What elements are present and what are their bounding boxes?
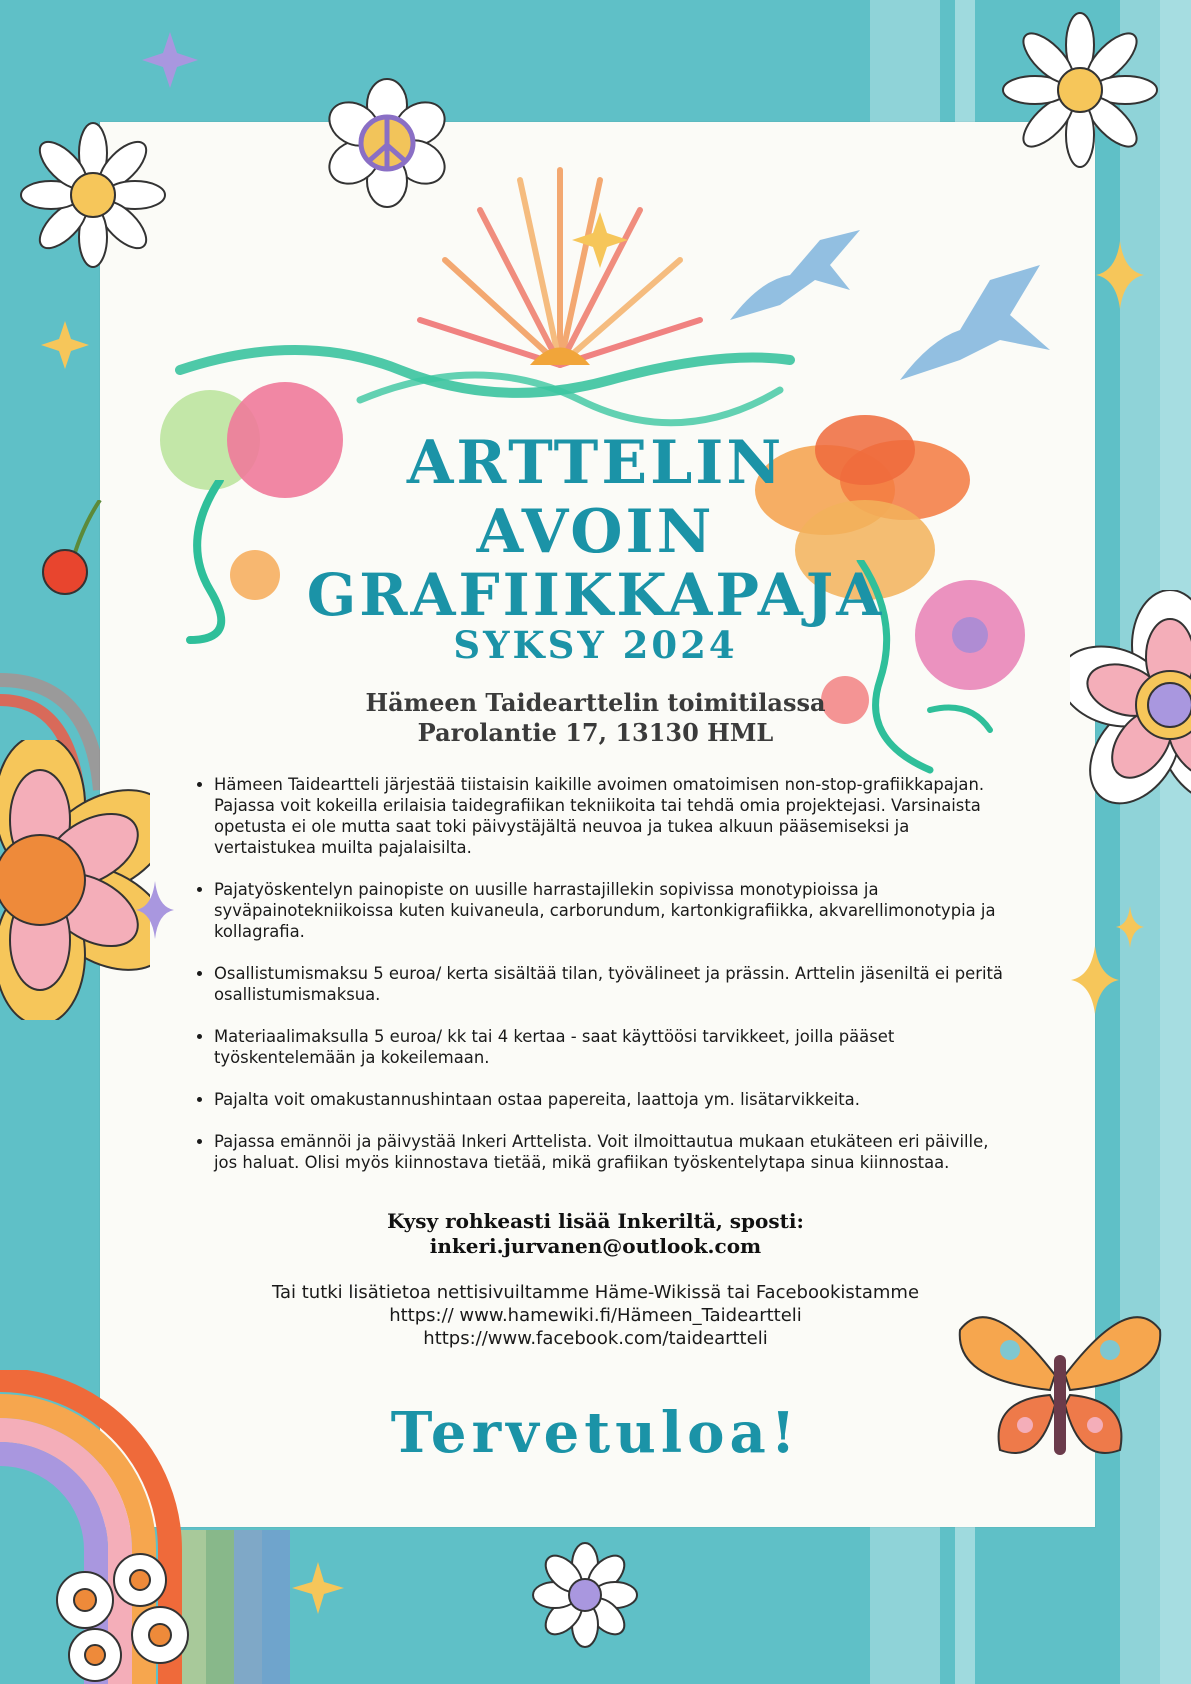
welcome-heading: Tervetuloa! xyxy=(390,1400,801,1466)
list-item: • Pajassa emännöi ja päivystää Inkeri Arttelista. Voit ilmoittautua mukaan etukäteen eri päiville, jos haluat. Olisi myös kiinnostava tietää, mikä grafiikan työskentelytapa sinua kiinnostaa. xyxy=(214,1131,1014,1173)
season-subtitle: SYKSY 2024 xyxy=(453,623,738,667)
contact-prompt: Kysy rohkeasti lisää Inkeriltä, sposti: xyxy=(387,1209,804,1233)
background-stripe xyxy=(262,1530,290,1684)
title-line-1: ARTTELIN xyxy=(406,428,785,498)
bird-icon xyxy=(890,260,1060,390)
info-bullet-list xyxy=(199,774,1014,1194)
list-item: • Osallistumismaksu 5 euroa/ kerta sisältää tilan, työvälineet ja prässin. Arttelin jäseniltä ei peritä osallistumismaksua. xyxy=(214,963,1014,1005)
sparkle-star-icon xyxy=(570,210,630,270)
sparkle-star-icon xyxy=(1095,240,1145,310)
retro-flower-icon xyxy=(0,740,150,1020)
daisy-icon xyxy=(18,120,168,270)
sparkle-star-icon xyxy=(135,880,175,940)
bird-icon xyxy=(720,220,870,330)
sparkle-star-icon xyxy=(40,320,90,370)
daisy-cluster-icon xyxy=(50,1540,200,1684)
sparkle-star-icon xyxy=(1115,905,1145,949)
list-item: • Materiaalimaksulla 5 euroa/ kk tai 4 kertaa - saat käyttöösi tarvikkeet, joilla pääset työskentelemään ja kokeilemaan. xyxy=(214,1026,1014,1068)
wiki-link[interactable]: https:// www.hamewiki.fi/Hämeen_Taideartteli xyxy=(389,1305,802,1326)
sparkle-star-icon xyxy=(290,1560,346,1616)
daisy-icon xyxy=(1000,10,1160,170)
daisy-icon xyxy=(530,1540,640,1650)
background-stripe xyxy=(206,1530,234,1684)
list-item: • Hämeen Taideartteli järjestää tiistaisin kaikille avoimen omatoimisen non-stop-grafiikkapajan. Pajassa voit kokeilla erilaisia taidegrafiikan tekniikoita tai tehdä omia projektejasi. Varsinaista opetusta ei ole mutta saat toki päivystäjältä neuvoa ja tukea alkuun pääsemiseksi ja vertaistukea muilta pajalaisilta. xyxy=(214,774,1014,858)
sparkle-star-icon xyxy=(140,30,200,90)
list-item: • Pajalta voit omakustannushintaan ostaa papereita, laattoja ym. lisätarvikkeita. xyxy=(214,1089,1014,1110)
title-line-3: GRAFIIKKAPAJA xyxy=(306,561,885,629)
more-info-text: Tai tutki lisätietoa nettisivuiltamme Häme-Wikissä tai Facebookistamme xyxy=(271,1282,920,1303)
venue-address: Parolantie 17, 13130 HML xyxy=(417,718,774,747)
venue-name: Hämeen Taidearttelin toimitilassa xyxy=(365,688,826,717)
title-line-2: AVOIN xyxy=(476,497,715,567)
contact-email[interactable]: inkeri.jurvanen@outlook.com xyxy=(429,1234,762,1258)
list-item: • Pajatyöskentelyn painopiste on uusille harrastajillekin sopivissa monotypioissa ja syväpainotekniikoissa kuten kuivaneula, carborundum, kartonkigrafiikka, akvarellimonotypia ja kollagrafia. xyxy=(214,879,1014,942)
peace-sign-icon xyxy=(322,78,452,208)
sparkle-star-icon xyxy=(1070,945,1120,1015)
background-stripe xyxy=(234,1530,262,1684)
facebook-link[interactable]: https://www.facebook.com/taideartteli xyxy=(423,1328,768,1349)
